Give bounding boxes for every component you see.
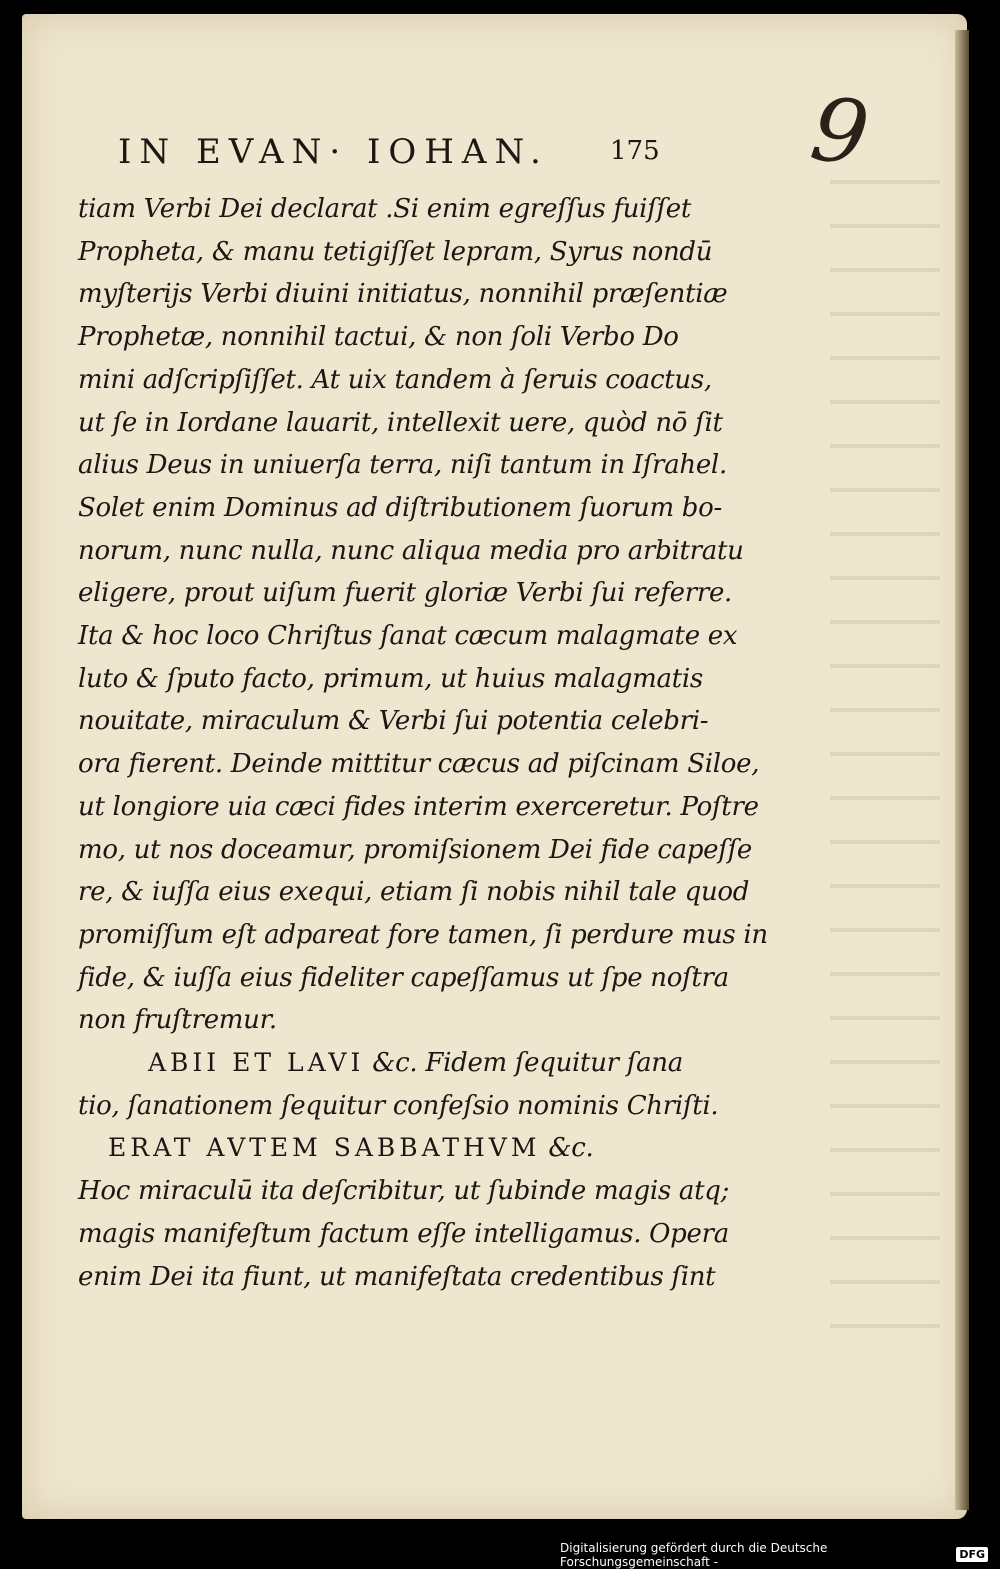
text-line: norum, nunc nulla, nunc aliqua media pro arbitratu <box>78 535 744 566</box>
section-caps: ERAT AVTEM SABBATHVM <box>108 1133 541 1163</box>
footer-credit: Digitalisierung gefördert durch die Deutsche Forschungsgemeinschaft - <box>560 1540 828 1569</box>
text-line: ut longiore uia cæci fides interim exerceretur. Poſtre <box>78 791 759 822</box>
text-line: nouitate, miraculum & Verbi ſui potentia celebri- <box>78 706 709 737</box>
text-line: mini adſcripſiſſet. At uix tandem à ſeruis coactus, <box>78 364 712 395</box>
text-line: tio, ſanationem ſequitur confeſsio nominis Chriſti. <box>78 1090 719 1121</box>
dfg-logo: DFG <box>956 1547 988 1562</box>
text-line: promiſſum eſt adpareat fore tamen, ſi perdure mus in <box>78 919 768 950</box>
text-line: enim Dei ita fiunt, ut manifeſtata credentibus ſint <box>78 1261 716 1292</box>
section-caps: ABII ET LAVI <box>148 1048 365 1078</box>
folio-number: 175 <box>610 136 660 166</box>
page-edge <box>955 30 969 1510</box>
digitization-footer <box>560 1540 1000 1569</box>
handwritten-folio-mark: 9 <box>805 76 875 187</box>
text-line: Hoc miraculū ita deſcribitur, ut ſubinde magis atq; <box>78 1176 730 1207</box>
text-line: luto & ſputo facto, primum, ut huius malagmatis <box>78 663 703 694</box>
section-heading-line <box>78 1042 718 1085</box>
text-line: ut ſe in Iordane lauarit, intellexit uere, quòd nō ſit <box>78 407 723 438</box>
section-text: &c. Fidem ſequitur ſana <box>364 1048 683 1079</box>
text-line: Propheta, & manu tetigiſſet lepram, Syrus nondū <box>78 236 713 267</box>
text-line: fide, & iuſſa eius fideliter capeſſamus ut ſpe noſtra <box>78 962 729 993</box>
text-line: Ita & hoc loco Chriſtus ſanat cæcum malagmate ex <box>78 621 738 652</box>
text-line: alius Deus in uniuerſa terra, niſi tantum in Iſrahel. <box>78 450 727 481</box>
text-line: eligere, prout uiſum fuerit gloriæ Verbi ſui referre. <box>78 578 733 609</box>
text-line: tiam Verbi Dei declarat .Si enim egreſſus fuiſſet <box>78 194 692 224</box>
text-line: mo, ut nos doceamur, promiſsionem Dei fide capeſſe <box>78 834 753 865</box>
text-line: Solet enim Dominus ad diſtributionem ſuorum bo- <box>78 492 722 523</box>
text-line: re, & iuſſa eius exequi, etiam ſi nobis nihil tale quod <box>78 877 750 908</box>
body-text <box>78 188 768 1298</box>
show-through-text <box>830 150 940 1350</box>
section-heading-line <box>78 1127 718 1170</box>
section-text: &c. <box>540 1133 594 1164</box>
text-line: Prophetæ, nonnihil tactui, & non ſoli Verbo Do <box>78 322 679 353</box>
text-line: magis manifeſtum factum eſſe intelligamus. Opera <box>78 1218 729 1249</box>
text-line: myſterijs Verbi diuini initiatus, nonnihil præſentiæ <box>78 279 728 310</box>
text-line: ora fierent. Deinde mittitur cæcus ad piſcinam Siloe, <box>78 749 760 780</box>
running-head: IN EVAN· IOHAN. <box>118 132 549 172</box>
text-line: non fruſtremur. <box>78 1005 277 1036</box>
